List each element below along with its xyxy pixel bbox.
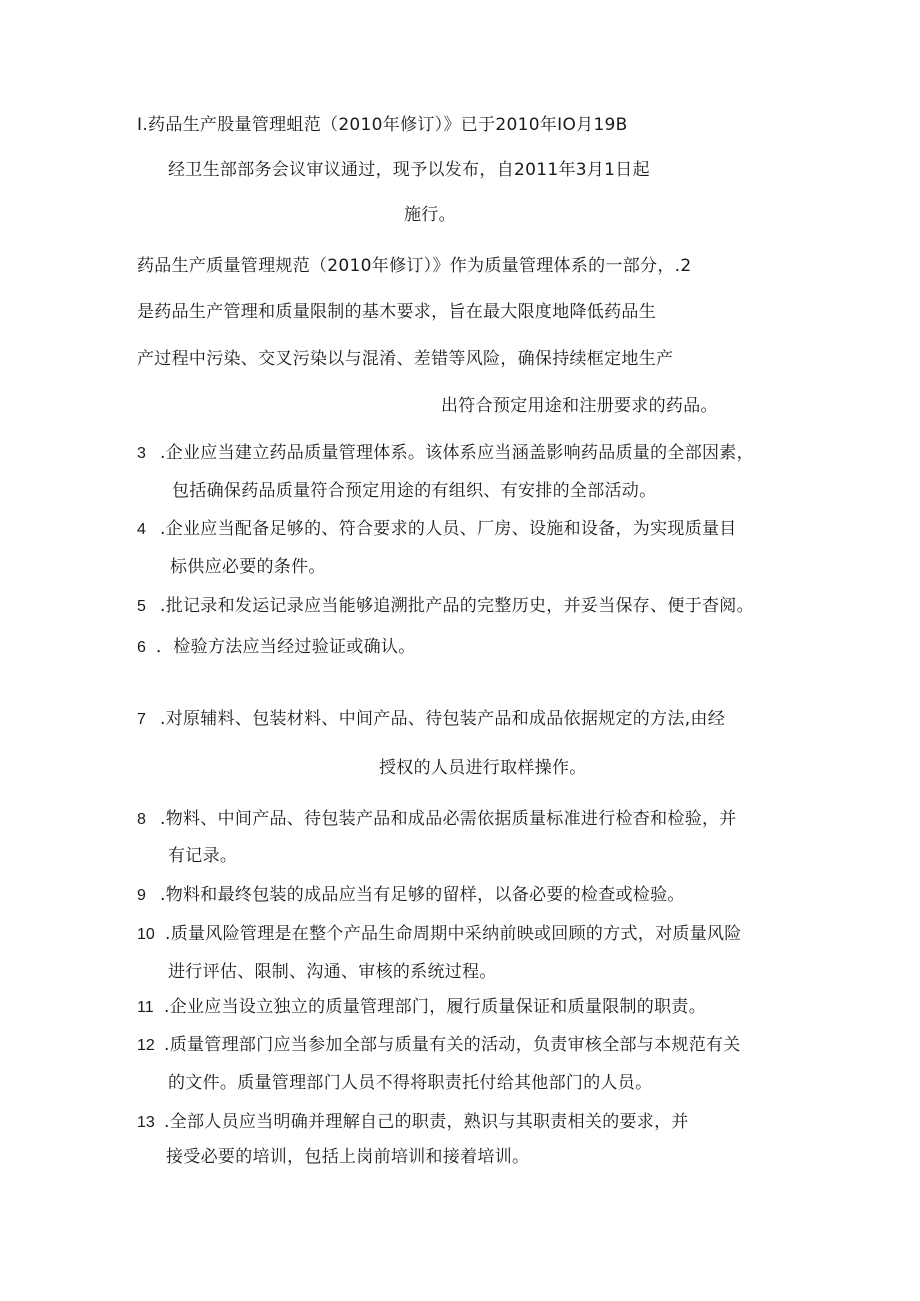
item-5-number: 5 bbox=[137, 598, 146, 615]
item-3-line-2: 包括确保药品质量符合预定用途的有组织、有安排的全部活动。 bbox=[172, 481, 657, 501]
intro-line-1: I.药品生产股量管理蛆范（2010年修订）》已于2010年IO月19B bbox=[137, 115, 628, 135]
item-6-line-1: ．检验方法应当经过验证或确认。 bbox=[156, 637, 416, 657]
item-7-line-2: 授权的人员进行取样操作。 bbox=[379, 758, 587, 778]
intro-line-2: 经卫生部部务会议审议通过，现予以发布，自2011年3月1日起 bbox=[168, 160, 650, 180]
item-12-line-2: 的文件。质量管理部门人员不得将职责托付给其他部门的人员。 bbox=[168, 1073, 653, 1093]
item-13-number: 13 bbox=[137, 1114, 155, 1131]
item-6-number: 6 bbox=[137, 639, 146, 656]
item-10-line-2: 进行评估、限制、沟通、审核的系统过程。 bbox=[168, 962, 497, 982]
item-8-line-1: .物料、中间产品、待包装产品和成品必需依据质量标准进行检杳和检验，并 bbox=[160, 809, 737, 829]
item-8-line-2: 有记录。 bbox=[168, 846, 238, 866]
para2-line-3: 产过程中污染、交叉污染以与混淆、差错等风险，确保持续框定地生产 bbox=[137, 349, 674, 369]
para2-line-2: 是药品生产管理和质量限制的基木要求，旨在最大限度地降低药品生 bbox=[137, 302, 656, 322]
item-4-line-2: 标供应必要的条件。 bbox=[170, 557, 326, 577]
para2-line-1: 药品生产质量管理规范（2010年修订）》作为质量管理体系的一部分，.2 bbox=[137, 256, 692, 276]
item-10-number: 10 bbox=[137, 926, 155, 943]
item-11-number: 11 bbox=[137, 999, 154, 1016]
item-7-number: 7 bbox=[137, 711, 146, 728]
item-12-line-1: .质量管理部门应当参加全部与质量有关的活动，负责审核全部与本规范有关 bbox=[164, 1035, 741, 1055]
item-8-number: 8 bbox=[137, 811, 146, 828]
intro-line-3: 施行。 bbox=[404, 205, 456, 225]
item-13-line-1: .全部人员应当明确并理解自己的职责，熟识与其职责相关的要求，并 bbox=[164, 1112, 689, 1132]
item-4-line-1: .企业应当配备足够的、符合要求的人员、厂房、设施和设备，为实现质量目 bbox=[160, 519, 737, 539]
item-11-line-1: .企业应当设立独立的质量管理部门，履行质量保证和质量限制的职责。 bbox=[164, 997, 707, 1017]
item-5-line-1: .批记录和发运记录应当能够追溯批产品的完整历史，并妥当保存、便于杳阅。 bbox=[160, 596, 754, 616]
para2-line-4: 出符合预定用途和注册要求的药品。 bbox=[441, 396, 718, 416]
item-4-number: 4 bbox=[137, 521, 146, 538]
item-3-line-1: .企业应当建立药品质量管理体系。该体系应当涵盖影响药品质量的全部因素， bbox=[160, 443, 754, 463]
item-3-number: 3 bbox=[137, 445, 146, 462]
item-7-line-1: .对原辅料、包装材料、中间产品、待包装产品和成品依据规定的方法,由经 bbox=[160, 709, 726, 729]
item-9-number: 9 bbox=[137, 887, 146, 904]
item-12-number: 12 bbox=[137, 1037, 155, 1054]
item-13-line-2: 接受必要的培训，包括上岗前培训和接着培训。 bbox=[166, 1147, 530, 1167]
item-9-line-1: .物料和最终包装的成品应当有足够的留样，以备必要的检查或检验。 bbox=[160, 885, 685, 905]
item-10-line-1: .质量风险管理是在整个产品生命周期中采纳前映或回顾的方式，对质量风险 bbox=[165, 924, 742, 944]
